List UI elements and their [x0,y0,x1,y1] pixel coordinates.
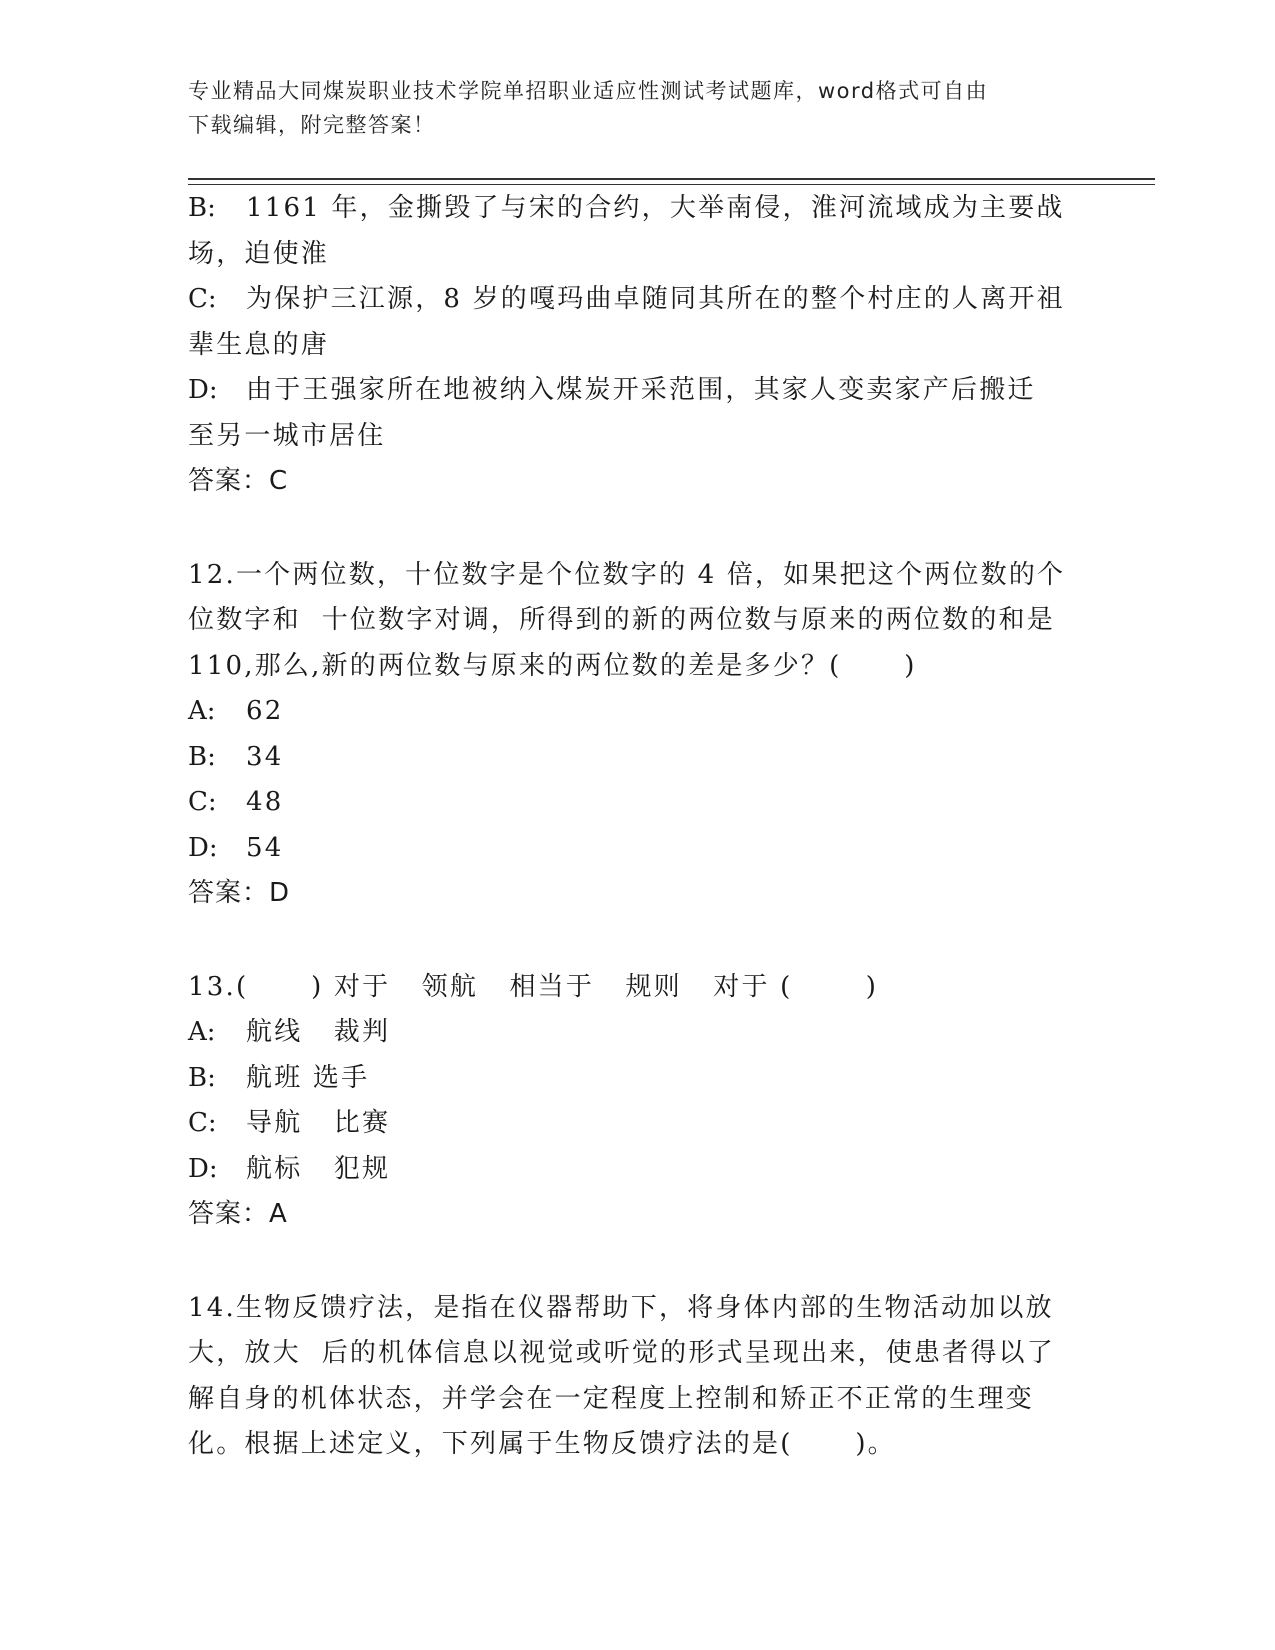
option-text: 1161 年，金撕毁了与宋的合约，大举南侵，淮河流域成为主要战 [246,193,1065,223]
option-label: A: [188,1017,216,1047]
option-label: A: [188,696,216,726]
option-d [188,368,1088,414]
option-b [188,186,1088,232]
option-c-continuation: 辈生息的唐 [188,329,330,360]
header-line-1: 专业精品大同煤炭职业技术学院单招职业适应性测试考试题库，word格式可自由 [188,79,989,103]
document-body [188,186,1088,1468]
option-c [188,780,1088,826]
header-rule-thin [188,184,1155,185]
option-label: D: [188,1153,218,1184]
option-label: C: [188,284,217,314]
question-stem: 化。根据上述定义，下列属于生物反馈疗法的是( )。 [188,1429,896,1459]
option-c [188,277,1088,323]
header-line-2: 下载编辑，附完整答案！ [188,113,436,137]
question-14 [188,1286,1088,1468]
option-d [188,826,1088,872]
option-text: 航线 裁判 [246,1017,391,1047]
question-11 [188,186,1088,505]
question-stem: 13.( ) 对于 领航 相当于 规则 对于 ( ) [188,971,879,1002]
question-13 [188,965,1088,1238]
option-d [188,1147,1088,1193]
answer: 答案：A [188,1199,288,1229]
question-stem: 解自身的机体状态，并学会在一定程度上控制和矫正不正常的生理变 [188,1383,1035,1414]
option-text: 为保护三江源，8 岁的嘎玛曲卓随同其所在的整个村庄的人离开祖 [246,284,1065,314]
question-stem: 12.一个两位数，十位数字是个位数字的 4 倍，如果把这个两位数的个 [188,559,1066,590]
spacer [188,917,1088,965]
option-label: D: [188,375,218,405]
option-label: C: [188,787,217,817]
question-12 [188,553,1088,917]
option-text: 航班 选手 [246,1062,370,1093]
option-label: D: [188,832,218,863]
option-text: 62 [246,696,284,726]
option-text: 48 [246,787,284,817]
option-text: 导航 比赛 [246,1108,391,1138]
question-stem: 110,那么,新的两位数与原来的两位数的差是多少？( ) [188,650,917,681]
option-text: 34 [246,741,284,772]
question-stem: 大，放大 后的机体信息以视觉或听觉的形式呈现出来，使患者得以了 [188,1338,1055,1368]
option-label: B: [188,193,216,223]
spacer [188,505,1088,553]
option-label: B: [188,741,216,772]
option-a [188,1010,1088,1056]
question-stem: 14.生物反馈疗法，是指在仪器帮助下，将身体内部的生物活动加以放 [188,1292,1054,1323]
spacer [188,1238,1088,1286]
option-label: B: [188,1062,216,1093]
option-b-continuation: 场，迫使淮 [188,238,330,269]
answer: 答案：D [188,878,291,908]
answer: 答案：C [188,466,289,496]
option-text: 由于王强家所在地被纳入煤炭开采范围，其家人变卖家产后搬迁 [246,375,1036,405]
option-a [188,689,1088,735]
option-text: 54 [246,832,284,863]
header-rule-thick [188,178,1155,180]
option-label: C: [188,1108,217,1138]
option-text: 航标 犯规 [246,1153,391,1184]
question-stem: 位数字和 十位数字对调，所得到的新的两位数与原来的两位数的和是 [188,605,1055,635]
document-header [188,74,1088,142]
option-b [188,1056,1088,1102]
option-c [188,1101,1088,1147]
option-d-continuation: 至另一城市居住 [188,420,386,451]
option-b [188,735,1088,781]
